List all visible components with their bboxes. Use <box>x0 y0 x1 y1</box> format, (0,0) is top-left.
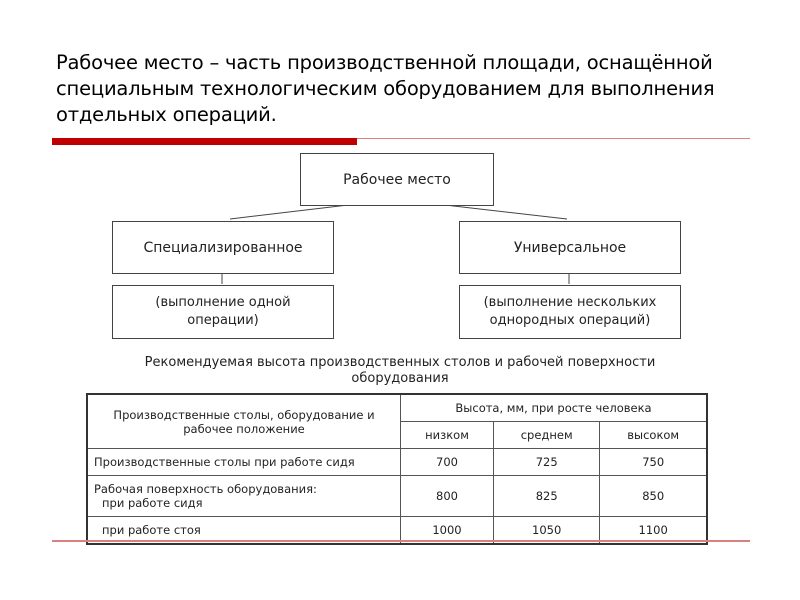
universal-desc: (выполнение нескольких однородных операций) <box>483 295 657 328</box>
table-caption: Рекомендуемая высота производственных столов и рабочей поверхности оборудования <box>144 355 656 386</box>
row-sublabel: при работе сидя <box>102 496 203 510</box>
row-label-main: Рабочая поверхность оборудования: <box>94 482 317 496</box>
table-row <box>87 476 707 517</box>
bottom-divider <box>52 540 750 542</box>
root-node-label: Рабочее место <box>343 171 451 188</box>
cell: 800 <box>401 476 494 517</box>
specialized-desc-node <box>112 285 334 339</box>
cell: 700 <box>401 449 494 476</box>
universal-label: Универсальное <box>513 239 627 256</box>
height-table <box>86 393 708 545</box>
cell: 850 <box>600 476 707 517</box>
column-header: среднем <box>494 422 600 449</box>
cell: 1000 <box>401 517 494 545</box>
cell: 1100 <box>600 517 707 545</box>
header-group: Высота, мм, при росте человека <box>401 394 708 422</box>
cell: 750 <box>600 449 707 476</box>
root-node <box>300 153 494 206</box>
slide-title: Рабочее место – часть производственной площади, оснащённой специальным технологическим оборудованием для выполнения отдельных операций. <box>56 51 715 126</box>
universal-desc-node <box>459 285 681 339</box>
specialized-desc: (выполнение одной операции) <box>155 295 291 328</box>
cell: 1050 <box>494 517 600 545</box>
column-header: низком <box>401 422 494 449</box>
row-label: при работе стоя <box>87 517 401 545</box>
table-header-row <box>87 394 707 422</box>
cell: 825 <box>494 476 600 517</box>
specialized-node <box>112 221 334 274</box>
universal-node <box>459 221 681 274</box>
column-header: высоком <box>600 422 707 449</box>
table-row <box>87 449 707 476</box>
header-left: Производственные столы, оборудование и рабочее положение <box>87 394 401 449</box>
row-label <box>87 476 401 517</box>
row-label: Производственные столы при работе сидя <box>87 449 401 476</box>
specialized-label: Специализированное <box>143 239 303 256</box>
cell: 725 <box>494 449 600 476</box>
